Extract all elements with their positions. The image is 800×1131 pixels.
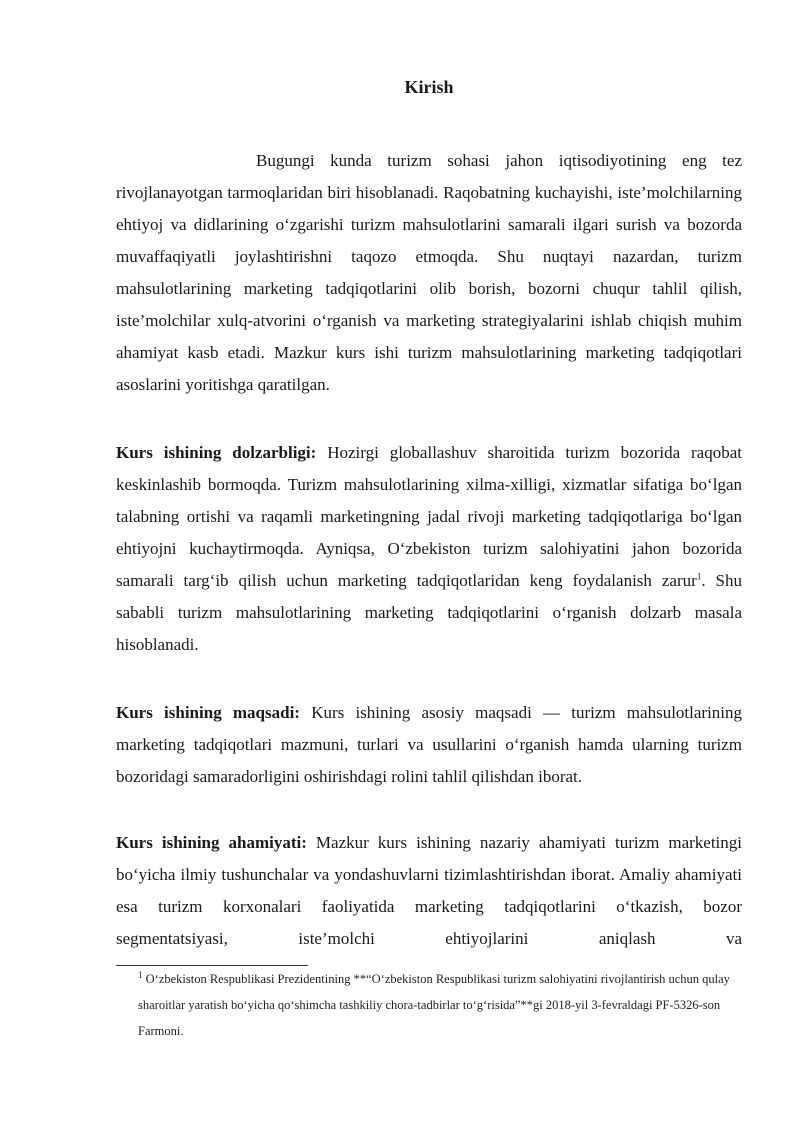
goal-text: Kurs ishining asosiy maqsadi — turizm mahsulotlarining marketing tadqiqotlari mazmuni, turlari va usullarini oʻrganish hamda ularning turizm bozoridagi samaradorligini oshirishdagi rolini tahlil qilishdan iborat. xyxy=(116,703,743,786)
page-title: Kirish xyxy=(404,77,454,97)
footnote xyxy=(138,966,744,1044)
goal-heading: Kurs ishining maqsadi: xyxy=(116,703,300,722)
significance-text: Mazkur kurs ishining nazariy ahamiyati turizm marketingi boʻyicha ilmiy tushunchalar va yondashuvlarni tizimlashtirishdan iborat. Amaliy ahamiyati esa turizm korxonalari faoliyatida marketing tadqiqotlarini oʻtkazish, bozor segmentatsiyasi, iste’molchi ehtiyojlarini aniqlash va xyxy=(116,833,743,948)
footnote-reference: 1 xyxy=(696,571,702,582)
significance-paragraph xyxy=(116,827,742,955)
footnote-number: 1 xyxy=(138,969,143,980)
relevance-heading: Kurs ishining dolzarbligi: xyxy=(116,443,317,462)
intro-paragraph xyxy=(116,145,742,401)
relevance-text: Hozirgi globallashuv sharoitida turizm bozorida raqobat keskinlashib bormoqda. Turizm mahsulotlarining xilma-xilligi, xizmatlar sifatiga boʻlgan talabning ortishi va raqamli marketingning jadal rivoji marketing tadqiqotlariga boʻlgan ehtiyojni kuchaytirmoqda. Ayniqsa, Oʻzbekiston turizm salohiyatini jahon bozorida samarali targʻib qilish uchun marketing tadqiqotlaridan keng foydalanish zarur xyxy=(116,443,742,590)
significance-heading: Kurs ishining ahamiyati: xyxy=(116,833,307,852)
relevance-text-end: . Shu sababli turizm mahsulotlarining marketing tadqiqotlarini oʻrganish dolzarb masala hisoblanadi. xyxy=(116,571,742,654)
footnote-text: Oʻzbekiston Respublikasi Prezidentining **“Oʻzbekiston Respublikasi turizm salohiyatini rivojlantirish uchun qulay sharoitlar yaratish boʻyicha qoʻshimcha tashkiliy chora-tadbirlar toʻgʻrisida”**gi 2018-yil 3-fevraldagi PF-5326-son Farmoni. xyxy=(138,972,730,1038)
relevance-paragraph xyxy=(116,437,742,661)
goal-paragraph xyxy=(116,697,742,793)
intro-text: Bugungi kunda turizm sohasi jahon iqtisodiyotining eng tez rivojlanayotgan tarmoqlaridan biri hisoblanadi. Raqobatning kuchayishi, iste’molchilarning ehtiyoj va didlarining oʻzgarishi turizm mahsulotlarini samarali ilgari surish va bozorda muvaffaqiyatli joylashtirishni taqozo etmoqda. Shu nuqtayi nazardan, turizm mahsulotlarining marketing tadqiqotlarini olib borish, bozorni chuqur tahlil qilish, iste’molchilar xulq-atvorini oʻrganish va marketing strategiyalarini ishlab chiqish muhim ahamiyat kasb etadi. Mazkur kurs ishi turizm mahsulotlarining marketing tadqiqotlari asoslarini yoritishga qaratilgan. xyxy=(116,151,742,394)
